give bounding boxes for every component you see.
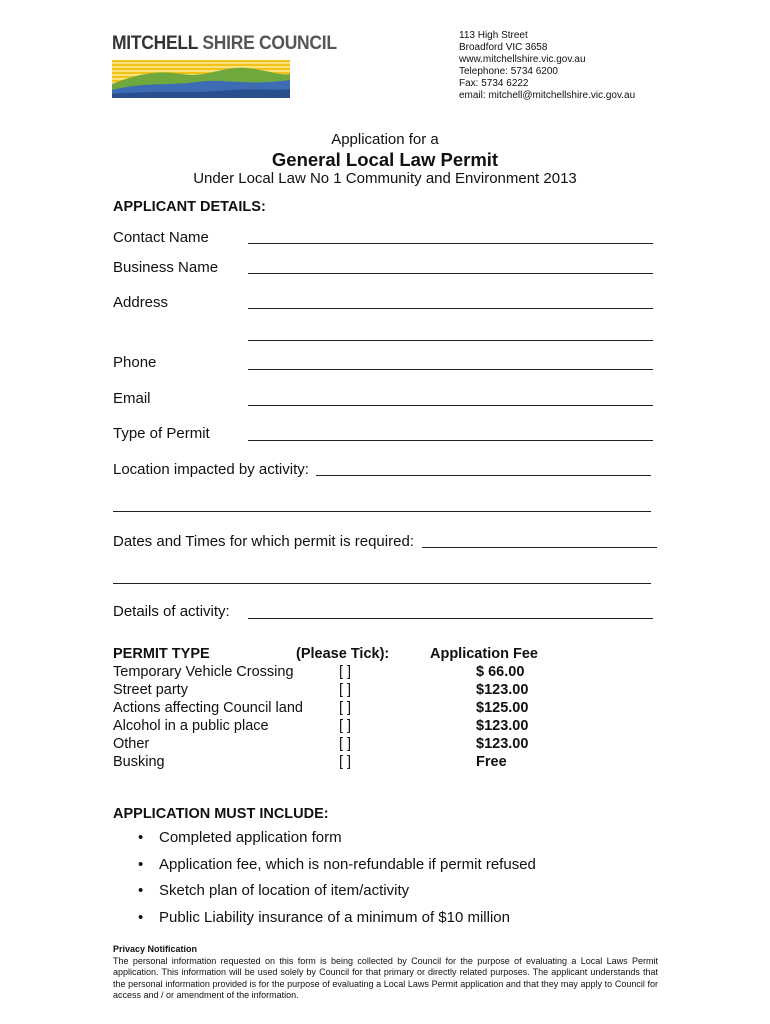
title-prefix: Application for a <box>331 131 439 148</box>
fee-alcohol: $123.00 <box>476 718 529 734</box>
tick-box-street-party[interactable]: [ ] <box>339 682 352 698</box>
permit-type-vehicle-crossing: Temporary Vehicle Crossing <box>113 664 294 680</box>
please-tick-header: (Please Tick): <box>296 646 390 662</box>
location-field-line-2[interactable] <box>113 511 651 512</box>
contact-telephone: Telephone: 5734 6200 <box>459 66 558 77</box>
list-item-text: Application fee, which is non-refundable if permit refused <box>159 855 536 873</box>
contact-street: 113 High Street <box>459 30 528 41</box>
bullet-icon: • <box>138 882 144 899</box>
contact-suburb: Broadford VIC 3658 <box>459 42 548 53</box>
fee-busking: Free <box>476 754 507 770</box>
application-fee-header: Application Fee <box>430 646 538 662</box>
dates-times-field-line-1[interactable] <box>422 547 657 548</box>
privacy-text: The personal information requested on this form is being collected by Council for the purpose of evaluating a Local Laws Permit application. This information will be used solely by Council for that primary or directly related purposes. The applicant understands that the personal information provided is for the purpose of evaluating a Local Laws Permit application and that they may apply to Council for access and / or amendment of the information. <box>113 955 658 1000</box>
list-item-text: Public Liability insurance of a minimum of $10 million <box>159 908 510 926</box>
address-label: Address <box>113 294 169 311</box>
details-of-activity-field[interactable] <box>248 618 653 619</box>
business-name-field[interactable] <box>248 273 653 274</box>
type-of-permit-label: Type of Permit <box>113 425 210 442</box>
fee-other: $123.00 <box>476 736 529 752</box>
tick-box-council-land[interactable]: [ ] <box>339 700 352 716</box>
page-subtitle: Under Local Law No 1 Community and Environment 2013 <box>193 170 577 187</box>
tick-box-other[interactable]: [ ] <box>339 736 352 752</box>
council-contact-details <box>459 30 635 102</box>
permit-type-other: Other <box>113 736 150 752</box>
permit-type-busking: Busking <box>113 754 165 770</box>
fee-street-party: $123.00 <box>476 682 529 698</box>
dates-times-label: Dates and Times for which permit is required: <box>113 533 414 550</box>
logo-landscape-icon <box>112 60 290 98</box>
list-item-text: Sketch plan of location of item/activity <box>159 882 410 899</box>
email-field[interactable] <box>248 405 653 406</box>
applicant-details-heading: APPLICANT DETAILS: <box>113 199 266 215</box>
location-label: Location impacted by activity: <box>113 461 309 478</box>
permit-type-alcohol: Alcohol in a public place <box>113 718 269 734</box>
list-item-text: Completed application form <box>159 829 342 846</box>
contact-website: www.mitchellshire.vic.gov.au <box>459 54 586 65</box>
bullet-icon: • <box>138 829 144 846</box>
dates-times-field-line-2[interactable] <box>113 583 651 584</box>
logo-word-mitchell: MITCHELL <box>112 33 198 54</box>
tick-box-vehicle-crossing[interactable]: [ ] <box>339 664 352 680</box>
tick-box-alcohol[interactable]: [ ] <box>339 718 352 734</box>
type-of-permit-field[interactable] <box>248 440 653 441</box>
privacy-notification <box>113 944 658 1002</box>
tick-box-busking[interactable]: [ ] <box>339 754 352 770</box>
location-field-line-1[interactable] <box>316 475 651 476</box>
permit-type-header: PERMIT TYPE <box>113 646 210 662</box>
logo-wordmark <box>112 33 337 54</box>
must-include-heading: APPLICATION MUST INCLUDE: <box>113 806 329 822</box>
contact-name-label: Contact Name <box>113 229 209 246</box>
permit-type-council-land: Actions affecting Council land <box>113 700 303 716</box>
address-field-line-2[interactable] <box>248 340 653 341</box>
address-field-line-1[interactable] <box>248 308 653 309</box>
phone-label: Phone <box>113 354 157 371</box>
bullet-icon: • <box>138 855 144 873</box>
page-title: General Local Law Permit <box>271 149 499 170</box>
business-name-label: Business Name <box>113 259 219 276</box>
details-of-activity-label: Details of activity: <box>113 603 230 620</box>
email-label: Email <box>113 390 151 407</box>
privacy-heading: Privacy Notification <box>113 944 198 954</box>
permit-type-street-party: Street party <box>113 682 188 698</box>
contact-fax: Fax: 5734 6222 <box>459 78 529 89</box>
fee-council-land: $125.00 <box>476 700 529 716</box>
council-logo <box>112 33 337 98</box>
fee-vehicle-crossing: $ 66.00 <box>476 664 525 680</box>
logo-word-shire-council: SHIRE COUNCIL <box>202 33 337 54</box>
phone-field[interactable] <box>248 369 653 370</box>
contact-name-field[interactable] <box>248 243 653 244</box>
bullet-icon: • <box>138 908 144 926</box>
contact-email: email: mitchell@mitchellshire.vic.gov.au <box>459 90 636 101</box>
